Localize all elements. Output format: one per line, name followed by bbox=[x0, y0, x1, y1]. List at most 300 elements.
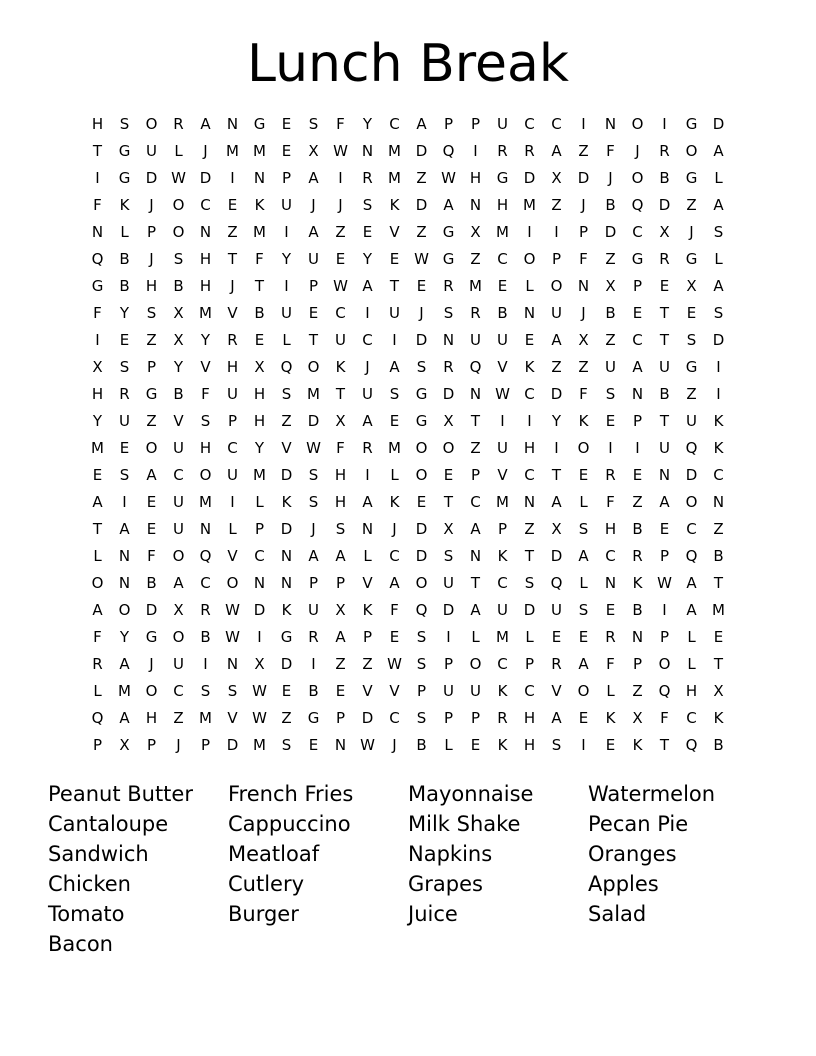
grid-letter: E bbox=[335, 682, 346, 700]
grid-letter: I bbox=[500, 412, 505, 430]
grid-letter: G bbox=[415, 385, 428, 403]
grid-letter: N bbox=[253, 574, 266, 592]
grid-letter: W bbox=[225, 601, 240, 619]
grid-letter: B bbox=[173, 385, 184, 403]
grid-letter: W bbox=[333, 277, 348, 295]
grid-letter: C bbox=[524, 115, 535, 133]
grid-letter: S bbox=[443, 547, 454, 565]
grid-letter: I bbox=[230, 493, 235, 511]
grid-letter: O bbox=[415, 466, 428, 484]
grid-letter: C bbox=[362, 331, 373, 349]
grid-letter: L bbox=[255, 493, 264, 511]
grid-letter: U bbox=[119, 412, 130, 430]
grid-letter: O bbox=[685, 493, 698, 511]
grid-letter: Y bbox=[281, 250, 292, 268]
grid-letter: O bbox=[658, 655, 671, 673]
grid-letter: D bbox=[685, 466, 698, 484]
grid-letter: X bbox=[470, 223, 481, 241]
grid-letter: P bbox=[659, 547, 670, 565]
grid-letter: G bbox=[442, 223, 455, 241]
grid-letter: P bbox=[470, 466, 481, 484]
grid-letter: A bbox=[713, 142, 724, 160]
grid-letter: M bbox=[388, 439, 401, 457]
grid-letter: F bbox=[255, 250, 264, 268]
grid-letter: G bbox=[631, 250, 644, 268]
grid-letter: P bbox=[254, 520, 265, 538]
grid-letter: E bbox=[686, 304, 697, 322]
grid-letter: I bbox=[392, 331, 397, 349]
grid-letter: U bbox=[146, 142, 157, 160]
grid-letter: Z bbox=[416, 223, 427, 241]
grid-letter: R bbox=[659, 142, 670, 160]
grid-letter: J bbox=[149, 250, 154, 268]
grid-letter: O bbox=[631, 169, 644, 187]
grid-letter: Q bbox=[415, 601, 428, 619]
grid-letter: R bbox=[443, 358, 454, 376]
grid-letter: P bbox=[281, 169, 292, 187]
grid-letter: Z bbox=[470, 250, 481, 268]
grid-letter: K bbox=[713, 709, 724, 727]
grid-letter: O bbox=[307, 358, 320, 376]
grid-letter: N bbox=[226, 115, 239, 133]
grid-letter: D bbox=[280, 466, 293, 484]
grid-letter: C bbox=[524, 385, 535, 403]
grid-letter: L bbox=[228, 520, 237, 538]
grid-letter: E bbox=[119, 331, 130, 349]
grid-letter: A bbox=[335, 628, 346, 646]
grid-letter: D bbox=[550, 385, 563, 403]
grid-letter: G bbox=[145, 628, 158, 646]
grid-letter: H bbox=[334, 466, 347, 484]
grid-letter: O bbox=[145, 115, 158, 133]
grid-letter: E bbox=[605, 736, 616, 754]
grid-letter: O bbox=[91, 574, 104, 592]
grid-letter: U bbox=[497, 439, 508, 457]
grid-letter: E bbox=[605, 412, 616, 430]
grid-letter: Z bbox=[713, 520, 724, 538]
grid-letter: D bbox=[226, 736, 239, 754]
grid-letter: O bbox=[685, 142, 698, 160]
grid-letter: X bbox=[659, 223, 670, 241]
grid-letter: O bbox=[550, 277, 563, 295]
grid-letter: F bbox=[336, 439, 345, 457]
grid-row bbox=[84, 165, 732, 192]
grid-letter: S bbox=[362, 196, 373, 214]
grid-letter: W bbox=[252, 709, 267, 727]
grid-letter: D bbox=[253, 601, 266, 619]
grid-letter: V bbox=[362, 682, 373, 700]
grid-letter: T bbox=[308, 331, 319, 349]
grid-row bbox=[84, 651, 732, 678]
grid-letter: L bbox=[579, 574, 588, 592]
grid-letter: S bbox=[416, 358, 427, 376]
grid-letter: Z bbox=[335, 223, 346, 241]
grid-letter: R bbox=[443, 277, 454, 295]
grid-letter: F bbox=[606, 493, 615, 511]
grid-letter: N bbox=[118, 547, 131, 565]
grid-letter: G bbox=[145, 385, 158, 403]
grid-letter: I bbox=[311, 655, 316, 673]
grid-letter: D bbox=[415, 331, 428, 349]
grid-letter: T bbox=[227, 250, 238, 268]
grid-letter: U bbox=[659, 439, 670, 457]
grid-letter: Q bbox=[658, 682, 671, 700]
grid-letter: K bbox=[605, 709, 616, 727]
word-list-item: Burger bbox=[228, 902, 299, 926]
grid-letter: O bbox=[172, 628, 185, 646]
grid-letter: P bbox=[632, 655, 643, 673]
grid-letter: R bbox=[200, 601, 211, 619]
grid-letter: N bbox=[226, 655, 239, 673]
grid-letter: M bbox=[712, 601, 725, 619]
grid-letter: K bbox=[524, 358, 535, 376]
grid-letter: B bbox=[632, 520, 643, 538]
grid-letter: Q bbox=[469, 358, 482, 376]
grid-letter: G bbox=[496, 169, 509, 187]
grid-letter: P bbox=[632, 277, 643, 295]
grid-letter: Z bbox=[605, 250, 616, 268]
grid-letter: T bbox=[659, 304, 670, 322]
puzzle-title: Lunch Break bbox=[247, 34, 569, 94]
grid-letter: D bbox=[442, 601, 455, 619]
grid-row bbox=[84, 489, 732, 516]
grid-letter: A bbox=[686, 601, 697, 619]
grid-letter: L bbox=[687, 655, 696, 673]
grid-letter: C bbox=[254, 547, 265, 565]
grid-letter: V bbox=[497, 358, 508, 376]
grid-letter: J bbox=[203, 142, 208, 160]
word-list-item: Cutlery bbox=[228, 872, 305, 896]
grid-letter: F bbox=[93, 628, 102, 646]
grid-letter: C bbox=[605, 547, 616, 565]
grid-letter: A bbox=[470, 520, 481, 538]
grid-letter: Z bbox=[632, 493, 643, 511]
grid-letter: A bbox=[308, 223, 319, 241]
grid-letter: O bbox=[199, 466, 212, 484]
grid-letter: J bbox=[365, 358, 370, 376]
grid-letter: Z bbox=[281, 412, 292, 430]
grid-letter: I bbox=[95, 169, 100, 187]
grid-letter: S bbox=[119, 466, 130, 484]
grid-letter: P bbox=[146, 736, 157, 754]
grid-letter: R bbox=[362, 439, 373, 457]
grid-letter: E bbox=[227, 196, 238, 214]
grid-letter: O bbox=[145, 682, 158, 700]
grid-letter: R bbox=[362, 169, 373, 187]
grid-letter: G bbox=[685, 358, 698, 376]
grid-letter: R bbox=[497, 142, 508, 160]
grid-letter: Y bbox=[362, 250, 373, 268]
grid-letter: U bbox=[443, 682, 454, 700]
grid-letter: A bbox=[551, 709, 562, 727]
grid-letter: U bbox=[173, 493, 184, 511]
grid-letter: X bbox=[335, 412, 346, 430]
grid-letter: A bbox=[146, 466, 157, 484]
grid-letter: W bbox=[441, 169, 456, 187]
grid-letter: F bbox=[660, 709, 669, 727]
grid-letter: B bbox=[713, 736, 724, 754]
letter-grid bbox=[84, 111, 732, 759]
grid-letter: B bbox=[659, 169, 670, 187]
grid-letter: E bbox=[416, 493, 427, 511]
grid-letter: U bbox=[497, 331, 508, 349]
word-list-item: Juice bbox=[408, 902, 458, 926]
grid-letter: C bbox=[227, 439, 238, 457]
word-list-item: Peanut Butter bbox=[48, 782, 193, 806]
grid-letter: W bbox=[225, 628, 240, 646]
grid-letter: D bbox=[415, 520, 428, 538]
grid-letter: I bbox=[203, 655, 208, 673]
grid-letter: A bbox=[659, 493, 670, 511]
grid-letter: N bbox=[469, 385, 482, 403]
word-list-item: Watermelon bbox=[588, 782, 716, 806]
grid-letter: G bbox=[253, 115, 266, 133]
grid-letter: U bbox=[470, 682, 481, 700]
grid-letter: E bbox=[578, 466, 589, 484]
grid-row bbox=[84, 624, 732, 651]
grid-letter: I bbox=[635, 439, 640, 457]
grid-letter: J bbox=[392, 520, 397, 538]
grid-letter: G bbox=[685, 169, 698, 187]
grid-letter: S bbox=[200, 412, 211, 430]
grid-letter: I bbox=[581, 736, 586, 754]
grid-letter: T bbox=[659, 412, 670, 430]
grid-letter: F bbox=[93, 196, 102, 214]
grid-letter: M bbox=[253, 736, 266, 754]
grid-letter: A bbox=[119, 520, 130, 538]
grid-letter: F bbox=[390, 601, 399, 619]
grid-letter: E bbox=[416, 277, 427, 295]
grid-letter: V bbox=[227, 304, 238, 322]
grid-letter: P bbox=[497, 520, 508, 538]
grid-letter: Z bbox=[146, 412, 157, 430]
grid-letter: O bbox=[442, 439, 455, 457]
grid-letter: N bbox=[631, 385, 644, 403]
grid-letter: J bbox=[311, 520, 316, 538]
word-list-item: Grapes bbox=[408, 872, 483, 896]
grid-letter: E bbox=[389, 250, 400, 268]
grid-letter: C bbox=[686, 709, 697, 727]
grid-letter: Q bbox=[91, 709, 104, 727]
grid-letter: A bbox=[686, 574, 697, 592]
grid-row bbox=[84, 381, 732, 408]
grid-letter: Z bbox=[524, 520, 535, 538]
grid-letter: R bbox=[632, 547, 643, 565]
grid-letter: L bbox=[714, 169, 723, 187]
grid-letter: V bbox=[281, 439, 292, 457]
grid-row bbox=[84, 273, 732, 300]
grid-letter: Q bbox=[685, 736, 698, 754]
grid-letter: M bbox=[496, 493, 509, 511]
grid-letter: R bbox=[551, 655, 562, 673]
grid-letter: D bbox=[712, 115, 725, 133]
grid-letter: P bbox=[578, 223, 589, 241]
grid-letter: O bbox=[172, 547, 185, 565]
grid-letter: S bbox=[227, 682, 238, 700]
grid-letter: M bbox=[496, 223, 509, 241]
grid-letter: P bbox=[659, 628, 670, 646]
grid-letter: Q bbox=[631, 196, 644, 214]
grid-letter: Z bbox=[686, 196, 697, 214]
grid-letter: E bbox=[443, 466, 454, 484]
grid-letter: I bbox=[554, 439, 559, 457]
word-list-item: Sandwich bbox=[48, 842, 149, 866]
grid-letter: D bbox=[577, 169, 590, 187]
grid-letter: S bbox=[578, 520, 589, 538]
grid-letter: T bbox=[659, 331, 670, 349]
grid-letter: F bbox=[606, 655, 615, 673]
grid-letter: S bbox=[416, 709, 427, 727]
grid-letter: Z bbox=[335, 655, 346, 673]
grid-letter: X bbox=[551, 169, 562, 187]
grid-row bbox=[84, 246, 732, 273]
grid-row bbox=[84, 462, 732, 489]
grid-letter: U bbox=[686, 412, 697, 430]
grid-row bbox=[84, 705, 732, 732]
grid-letter: L bbox=[282, 331, 291, 349]
word-list-item: Mayonnaise bbox=[408, 782, 534, 806]
grid-letter: A bbox=[362, 493, 373, 511]
grid-letter: N bbox=[523, 304, 536, 322]
grid-letter: N bbox=[199, 520, 212, 538]
grid-letter: N bbox=[658, 466, 671, 484]
grid-letter: D bbox=[442, 385, 455, 403]
grid-letter: D bbox=[415, 196, 428, 214]
grid-letter: Y bbox=[92, 412, 103, 430]
grid-letter: P bbox=[470, 709, 481, 727]
grid-letter: C bbox=[497, 655, 508, 673]
grid-letter: K bbox=[119, 196, 130, 214]
grid-letter: Y bbox=[200, 331, 211, 349]
grid-letter: I bbox=[284, 277, 289, 295]
grid-letter: S bbox=[119, 358, 130, 376]
grid-letter: M bbox=[496, 628, 509, 646]
grid-letter: L bbox=[687, 628, 696, 646]
grid-letter: O bbox=[118, 601, 131, 619]
grid-letter: T bbox=[659, 736, 670, 754]
grid-letter: C bbox=[389, 709, 400, 727]
grid-letter: S bbox=[389, 385, 400, 403]
grid-letter: I bbox=[716, 385, 721, 403]
grid-letter: K bbox=[497, 682, 508, 700]
grid-letter: J bbox=[608, 169, 613, 187]
grid-letter: C bbox=[551, 115, 562, 133]
grid-letter: E bbox=[119, 439, 130, 457]
grid-letter: I bbox=[473, 142, 478, 160]
grid-letter: G bbox=[685, 250, 698, 268]
grid-letter: P bbox=[443, 655, 454, 673]
grid-letter: H bbox=[199, 277, 212, 295]
grid-letter: N bbox=[469, 547, 482, 565]
word-list-item: Pecan Pie bbox=[588, 812, 689, 836]
grid-letter: E bbox=[713, 628, 724, 646]
grid-letter: L bbox=[714, 250, 723, 268]
grid-letter: S bbox=[551, 736, 562, 754]
grid-letter: Y bbox=[173, 358, 184, 376]
grid-letter: S bbox=[416, 655, 427, 673]
grid-letter: U bbox=[443, 574, 454, 592]
grid-letter: P bbox=[227, 412, 238, 430]
grid-letter: P bbox=[92, 736, 103, 754]
grid-letter: E bbox=[470, 736, 481, 754]
grid-letter: B bbox=[605, 304, 616, 322]
grid-letter: M bbox=[253, 142, 266, 160]
grid-letter: N bbox=[118, 574, 131, 592]
grid-letter: E bbox=[362, 223, 373, 241]
grid-letter: T bbox=[713, 655, 724, 673]
grid-letter: D bbox=[550, 547, 563, 565]
grid-letter: D bbox=[280, 520, 293, 538]
grid-row bbox=[84, 354, 732, 381]
grid-letter: C bbox=[173, 466, 184, 484]
grid-letter: T bbox=[551, 466, 562, 484]
grid-letter: U bbox=[605, 358, 616, 376]
grid-letter: M bbox=[253, 466, 266, 484]
grid-letter: Q bbox=[550, 574, 563, 592]
grid-letter: H bbox=[253, 412, 266, 430]
grid-row bbox=[84, 435, 732, 462]
grid-letter: U bbox=[389, 304, 400, 322]
grid-letter: E bbox=[308, 304, 319, 322]
grid-letter: G bbox=[118, 169, 131, 187]
grid-letter: E bbox=[578, 709, 589, 727]
grid-letter: T bbox=[470, 574, 481, 592]
grid-letter: U bbox=[308, 250, 319, 268]
grid-letter: I bbox=[662, 601, 667, 619]
grid-letter: J bbox=[581, 196, 586, 214]
grid-letter: Z bbox=[362, 655, 373, 673]
grid-letter: T bbox=[470, 412, 481, 430]
grid-letter: E bbox=[551, 628, 562, 646]
grid-letter: N bbox=[442, 331, 455, 349]
grid-row bbox=[84, 138, 732, 165]
word-list-item: French Fries bbox=[228, 782, 354, 806]
grid-letter: H bbox=[145, 277, 158, 295]
grid-letter: E bbox=[389, 412, 400, 430]
grid-letter: O bbox=[577, 682, 590, 700]
grid-letter: G bbox=[91, 277, 104, 295]
grid-letter: D bbox=[199, 169, 212, 187]
grid-letter: H bbox=[604, 520, 617, 538]
grid-letter: C bbox=[497, 574, 508, 592]
grid-letter: C bbox=[713, 466, 724, 484]
grid-letter: X bbox=[254, 358, 265, 376]
grid-letter: D bbox=[415, 547, 428, 565]
grid-letter: Q bbox=[685, 547, 698, 565]
grid-letter: Y bbox=[362, 115, 373, 133]
grid-letter: P bbox=[335, 574, 346, 592]
grid-letter: O bbox=[469, 655, 482, 673]
grid-letter: K bbox=[281, 493, 292, 511]
grid-letter: L bbox=[390, 466, 399, 484]
grid-letter: O bbox=[577, 439, 590, 457]
grid-letter: B bbox=[119, 277, 130, 295]
grid-letter: B bbox=[416, 736, 427, 754]
grid-letter: C bbox=[632, 223, 643, 241]
grid-letter: R bbox=[173, 115, 184, 133]
grid-letter: A bbox=[362, 277, 373, 295]
grid-letter: R bbox=[497, 709, 508, 727]
grid-letter: S bbox=[713, 304, 724, 322]
grid-row bbox=[84, 219, 732, 246]
grid-letter: R bbox=[470, 304, 481, 322]
grid-letter: A bbox=[200, 115, 211, 133]
grid-letter: V bbox=[551, 682, 562, 700]
grid-letter: U bbox=[281, 196, 292, 214]
grid-letter: P bbox=[443, 709, 454, 727]
grid-letter: S bbox=[605, 385, 616, 403]
grid-letter: X bbox=[335, 601, 346, 619]
